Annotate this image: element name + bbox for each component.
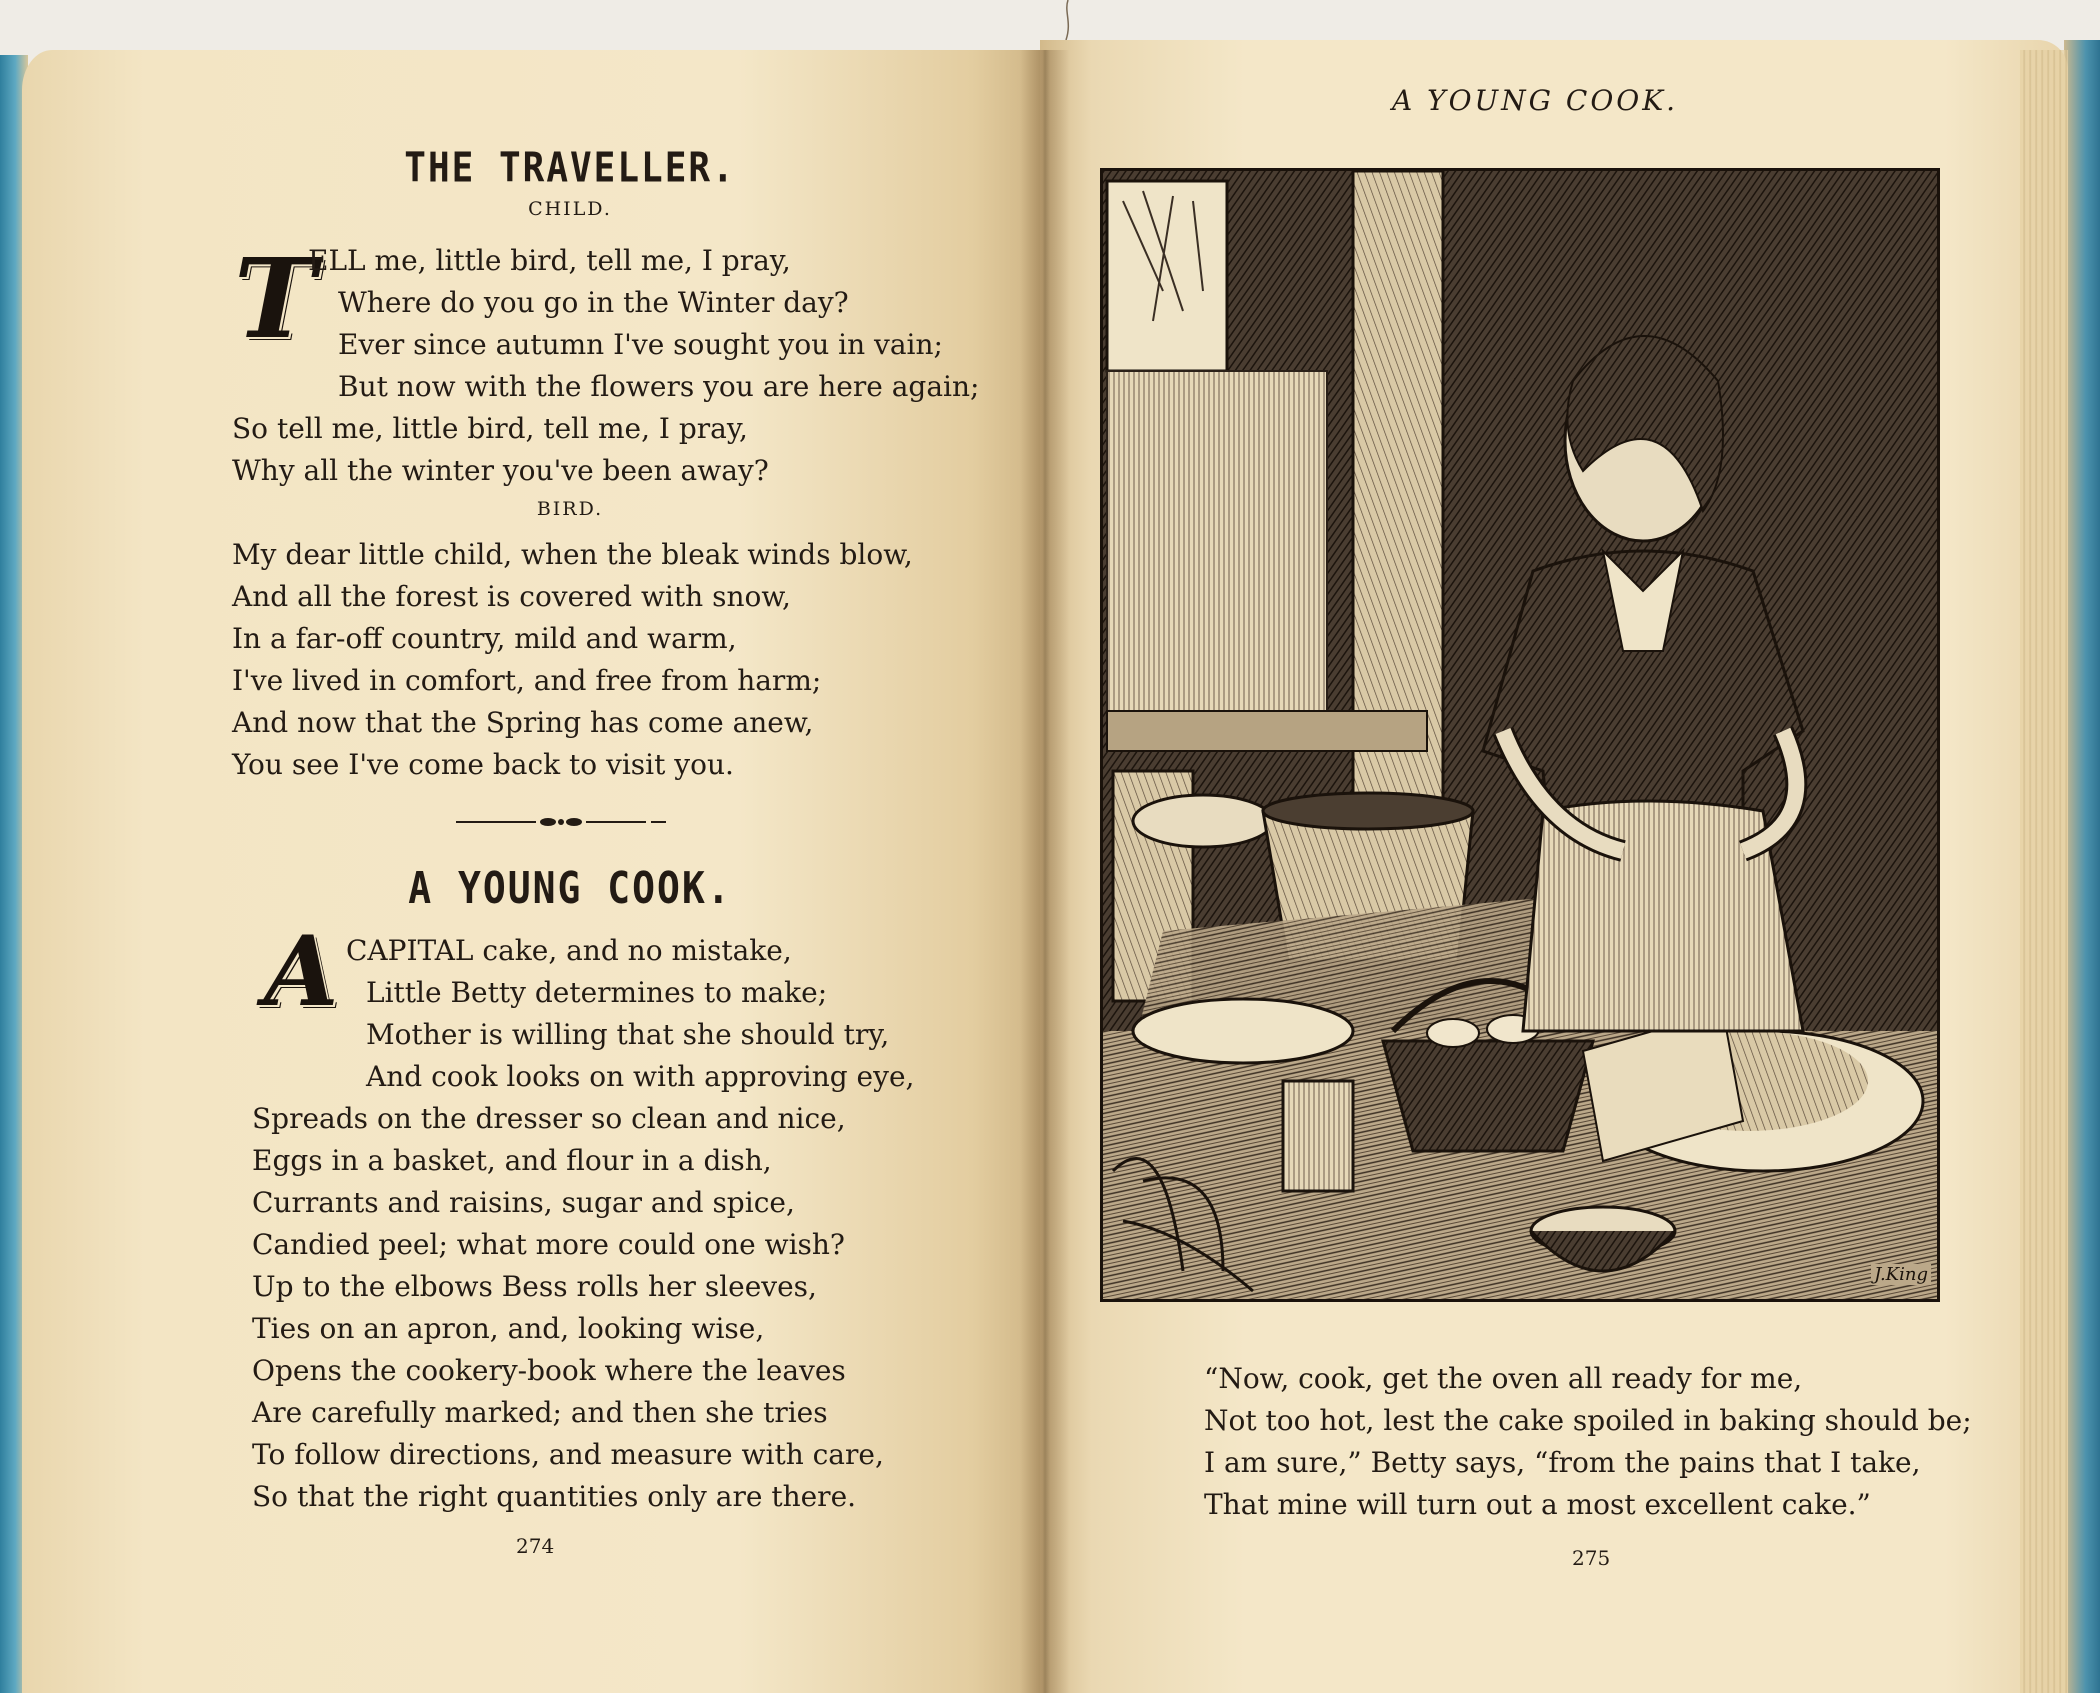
engraving-illustration <box>1100 168 1940 1302</box>
poem-title-young-cook: A YOUNG COOK. <box>408 862 732 914</box>
verse-line: Mother is willing that she should try, <box>366 1018 890 1051</box>
artist-signature: J.King <box>1871 1264 1931 1285</box>
verse-line: To follow directions, and measure with care, <box>252 1438 884 1471</box>
section-divider-ornament <box>456 812 666 832</box>
verse-line: In a far-off country, mild and warm, <box>232 622 737 655</box>
verse-line: And all the forest is covered with snow, <box>232 580 791 613</box>
left-page-text <box>220 0 980 1693</box>
dropcap-a: A <box>264 915 339 1028</box>
page-number-right: 275 <box>1572 1546 1611 1570</box>
verse-line: I've lived in comfort, and free from harm; <box>232 664 822 697</box>
verse-line: Up to the elbows Bess rolls her sleeves, <box>252 1270 817 1303</box>
book-gutter <box>1020 50 1070 1693</box>
binding-thread <box>1058 0 1078 40</box>
verse-line: ELL me, little bird, tell me, I pray, <box>308 244 791 277</box>
verse-line: You see I've come back to visit you. <box>232 748 734 781</box>
page-number-left: 274 <box>516 1534 555 1558</box>
verse-line: And now that the Spring has come anew, <box>232 706 814 739</box>
dropcap-t: T <box>234 234 316 363</box>
verse-line: But now with the flowers you are here again; <box>338 370 980 403</box>
verse-line: Not too hot, lest the cake spoiled in baking should be; <box>1204 1404 1972 1437</box>
verse-line: Are carefully marked; and then she tries <box>252 1396 828 1429</box>
verse-line: Ties on an apron, and, looking wise, <box>252 1312 765 1345</box>
verse-line: That mine will turn out a most excellent cake.” <box>1204 1488 1871 1521</box>
verse-line: Ever since autumn I've sought you in vain; <box>338 328 943 361</box>
verse-line: I am sure,” Betty says, “from the pains that I take, <box>1204 1446 1921 1479</box>
verse-line: CAPITAL cake, and no mistake, <box>346 934 792 967</box>
verse-line: Candied peel; what more could one wish? <box>252 1228 845 1261</box>
verse-line: Opens the cookery-book where the leaves <box>252 1354 846 1387</box>
verse-line: So tell me, little bird, tell me, I pray, <box>232 412 748 445</box>
verse-line: Why all the winter you've been away? <box>232 454 769 487</box>
verse-line: Where do you go in the Winter day? <box>338 286 849 319</box>
verse-line: So that the right quantities only are there. <box>252 1480 857 1513</box>
poem-title-traveller: THE TRAVELLER. <box>404 144 736 193</box>
verse-line: Eggs in a basket, and flour in a dish, <box>252 1144 772 1177</box>
book-cover-edge-right <box>2064 40 2100 1693</box>
running-head: A YOUNG COOK. <box>1392 84 1679 117</box>
verse-line: And cook looks on with approving eye, <box>366 1060 915 1093</box>
verse-line: “Now, cook, get the oven all ready for me, <box>1204 1362 1803 1395</box>
verse-line: Currants and raisins, sugar and spice, <box>252 1186 795 1219</box>
verse-line: My dear little child, when the bleak winds blow, <box>232 538 913 571</box>
speaker-bird: BIRD. <box>536 498 604 520</box>
speaker-child: CHILD. <box>528 198 612 220</box>
verse-line: Little Betty determines to make; <box>366 976 828 1009</box>
page-stack-edge <box>2020 50 2068 1693</box>
verse-line: Spreads on the dresser so clean and nice, <box>252 1102 846 1135</box>
